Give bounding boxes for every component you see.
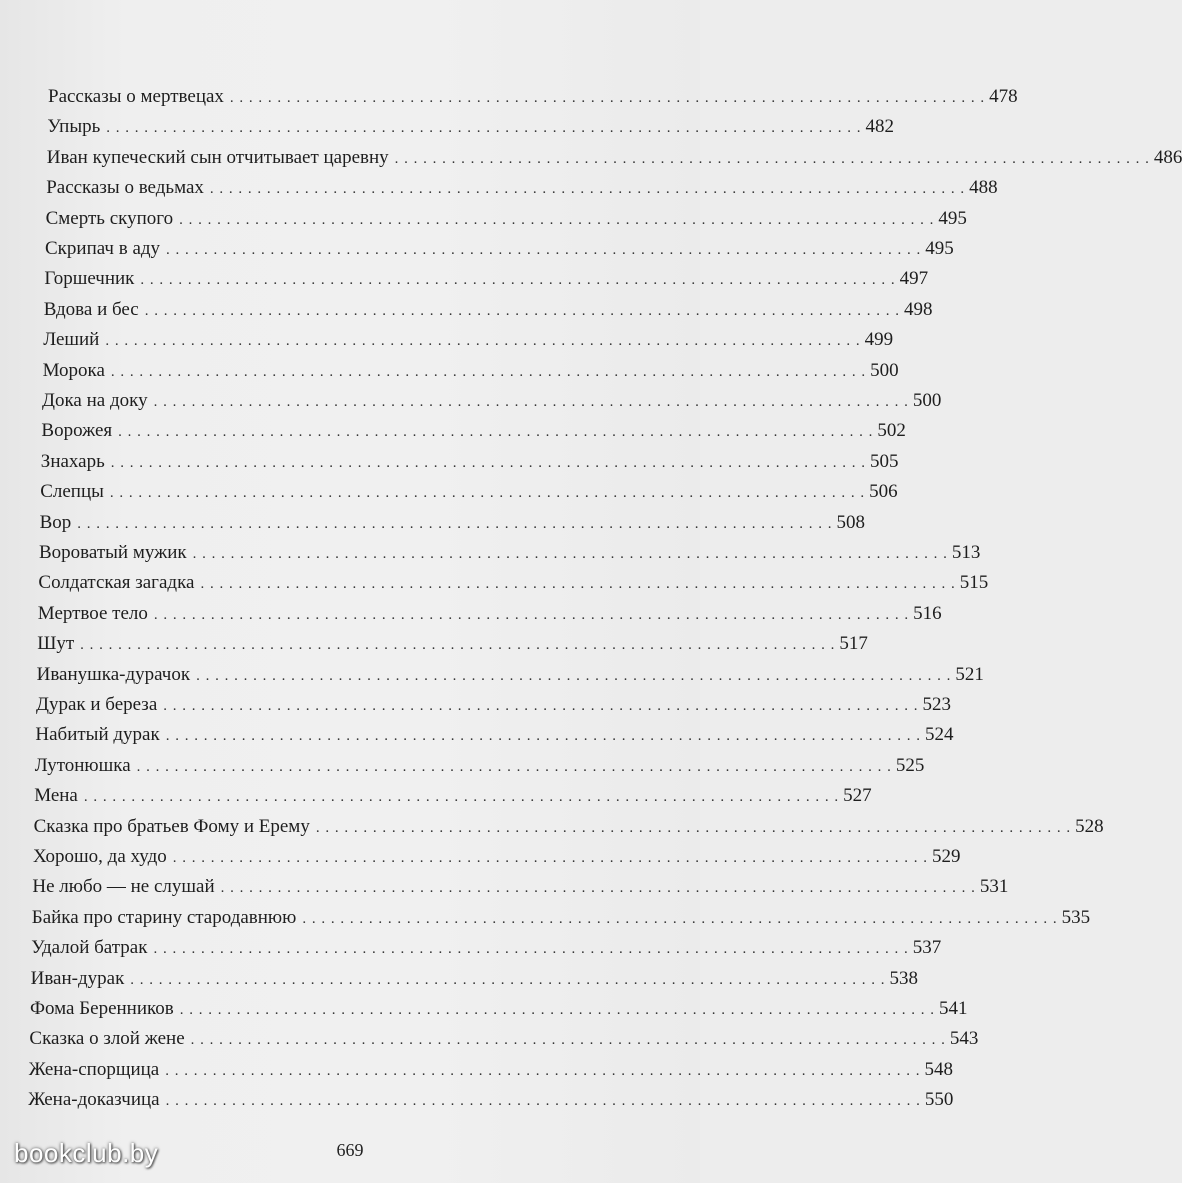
toc-entry-title: Горшечник: [44, 268, 135, 290]
toc-leader-dots: . . . . . . . . . . . . . . . . . . . . . . . . . . . . . . . . . . . . . . . . . . . . . . . . . . . . . . . . . . . . . . . . . . . . . . . . . . . . . . . .: [153, 941, 909, 958]
toc-leader-dots: . . . . . . . . . . . . . . . . . . . . . . . . . . . . . . . . . . . . . . . . . . . . . . . . . . . . . . . . . . . . . . . . . . . . . . . . . . . . . . . .: [144, 302, 900, 319]
toc-entry-page: 521: [955, 663, 984, 685]
toc-leader-dots: . . . . . . . . . . . . . . . . . . . . . . . . . . . . . . . . . . . . . . . . . . . . . . . . . . . . . . . . . . . . . . . . . . . . . . . . . . . . . . . .: [83, 789, 840, 806]
toc-entry: [34, 781, 872, 811]
toc-leader-dots: . . . . . . . . . . . . . . . . . . . . . . . . . . . . . . . . . . . . . . . . . . . . . . . . . . . . . . . . . . . . . . . . . . . . . . . . . . . . . . . .: [315, 819, 1072, 836]
toc-entry: [37, 599, 942, 629]
toc-entry-page: 513: [951, 542, 981, 563]
toc-entry: [32, 872, 1009, 902]
toc-entry-page: 543: [949, 1028, 979, 1050]
toc-entry-page: 515: [959, 572, 989, 594]
toc-entry-page: 541: [939, 998, 968, 1019]
toc-entry-page: 528: [1075, 815, 1104, 837]
toc-entry-title: Не любо — не слушай: [32, 876, 215, 898]
toc-entry-title: Сказка о злой жене: [29, 1028, 185, 1050]
toc-entry-title: Рассказы о мертвецах: [48, 86, 224, 107]
toc-entry: [33, 842, 961, 872]
toc-entry: [36, 660, 984, 690]
toc-entry: [45, 234, 954, 264]
toc-entry: [40, 447, 899, 477]
toc-entry-page: 498: [904, 298, 933, 320]
toc-entry-title: Лутонюшка: [34, 754, 131, 776]
toc-entry-page: 535: [1061, 906, 1091, 928]
toc-leader-dots: . . . . . . . . . . . . . . . . . . . . . . . . . . . . . . . . . . . . . . . . . . . . . . . . . . . . . . . . . . . . . . . . . . . . . . . . . . . . . . . .: [209, 181, 966, 198]
toc-entry-page: 523: [922, 694, 951, 715]
toc-entry-title: Иванушка-дурачок: [36, 663, 191, 685]
toc-leader-dots: . . . . . . . . . . . . . . . . . . . . . . . . . . . . . . . . . . . . . . . . . . . . . . . . . . . . . . . . . . . . . . . . . . . . . . . . . . . . . . . .: [200, 576, 956, 593]
toc-entry-page: 499: [864, 329, 894, 351]
toc-entry-title: Дурак и береза: [36, 694, 158, 715]
toc-entry-title: Шут: [37, 633, 75, 655]
toc-leader-dots: . . . . . . . . . . . . . . . . . . . . . . . . . . . . . . . . . . . . . . . . . . . . . . . . . . . . . . . . . . . . . . . . . . . . . . . . . . . . . . . .: [220, 880, 976, 897]
toc-entry-page: 495: [925, 238, 954, 259]
toc-entry: [40, 477, 898, 507]
toc-leader-dots: . . . . . . . . . . . . . . . . . . . . . . . . . . . . . . . . . . . . . . . . . . . . . . . . . . . . . . . . . . . . . . . . . . . . . . . . . . . . . . . .: [136, 758, 892, 775]
toc-entry-page: 506: [869, 481, 898, 503]
toc-leader-dots: . . . . . . . . . . . . . . . . . . . . . . . . . . . . . . . . . . . . . . . . . . . . . . . . . . . . . . . . . . . . . . . . . . . . . . . . . . . . . . . .: [110, 363, 867, 380]
toc-entry-title: Леший: [43, 329, 100, 351]
toc-entry-title: Знахарь: [40, 450, 105, 472]
toc-leader-dots: . . . . . . . . . . . . . . . . . . . . . . . . . . . . . . . . . . . . . . . . . . . . . . . . . . . . . . . . . . . . . . . . . . . . . . . . . . . . . . . .: [302, 910, 1058, 927]
toc-leader-dots: . . . . . . . . . . . . . . . . . . . . . . . . . . . . . . . . . . . . . . . . . . . . . . . . . . . . . . . . . . . . . . . . . . . . . . . . . . . . . . . .: [153, 394, 909, 410]
toc-leader-dots: . . . . . . . . . . . . . . . . . . . . . . . . . . . . . . . . . . . . . . . . . . . . . . . . . . . . . . . . . . . . . . . . . . . . . . . . . . . . . . . .: [190, 1032, 946, 1049]
toc-entry-title: Вороватый мужик: [39, 542, 187, 563]
watermark: bookclub.by: [14, 1138, 159, 1168]
toc-entry-title: Вор: [39, 511, 72, 533]
toc-leader-dots: . . . . . . . . . . . . . . . . . . . . . . . . . . . . . . . . . . . . . . . . . . . . . . . . . . . . . . . . . . . . . . . . . . . . . . . . . . . . . . . .: [192, 546, 948, 562]
toc-leader-dots: . . . . . . . . . . . . . . . . . . . . . . . . . . . . . . . . . . . . . . . . . . . . . . . . . . . . . . . . . . . . . . . . . . . . . . . . . . . . . . . .: [118, 424, 874, 441]
toc-entry: [30, 994, 968, 1024]
toc-entry: [43, 325, 894, 355]
toc-entry-page: 486: [1153, 146, 1182, 168]
toc-entry: [45, 204, 967, 234]
toc-entry-page: 529: [932, 846, 961, 867]
toc-entry-page: 500: [870, 359, 899, 381]
toc-leader-dots: . . . . . . . . . . . . . . . . . . . . . . . . . . . . . . . . . . . . . . . . . . . . . . . . . . . . . . . . . . . . . . . . . . . . . . . . . . . . . . . .: [80, 637, 836, 654]
toc-leader-dots: . . . . . . . . . . . . . . . . . . . . . . . . . . . . . . . . . . . . . . . . . . . . . . . . . . . . . . . . . . . . . . . . . . . . . . . . . . . . . . . .: [130, 971, 886, 988]
toc-entry-title: Дока на доку: [42, 390, 148, 411]
toc-entry: [39, 508, 866, 538]
toc-entry-page: 531: [979, 876, 1009, 898]
toc-entry-title: Байка про старину стародавнюю: [31, 906, 297, 928]
toc-entry-title: Упырь: [47, 116, 101, 138]
toc-entry: [44, 264, 929, 294]
toc-entry-title: Иван купеческий сын отчитывает царевну: [46, 146, 389, 168]
toc-entry: [38, 568, 989, 598]
toc-entry-page: 488: [969, 177, 998, 199]
toc-entry-page: 517: [839, 633, 868, 655]
toc-entry-title: Смерть скупого: [45, 207, 174, 229]
toc-entry: [46, 143, 1182, 173]
toc-entry-title: Слепцы: [40, 481, 104, 503]
toc-entry-title: Мена: [34, 785, 78, 807]
toc-entry-title: Солдатская загадка: [38, 572, 195, 594]
toc-entry: [31, 903, 1091, 933]
toc-entry: [35, 720, 954, 750]
toc-entry-title: Мертвое тело: [37, 602, 148, 624]
toc-entry-page: 538: [889, 967, 919, 989]
toc-entry-page: 502: [877, 420, 906, 442]
toc-leader-dots: . . . . . . . . . . . . . . . . . . . . . . . . . . . . . . . . . . . . . . . . . . . . . . . . . . . . . . . . . . . . . . . . . . . . . . . . . . . . . . . .: [105, 333, 861, 350]
toc-entry: [39, 538, 981, 568]
toc-leader-dots: . . . . . . . . . . . . . . . . . . . . . . . . . . . . . . . . . . . . . . . . . . . . . . . . . . . . . . . . . . . . . . . . . . . . . . . . . . . . . . . .: [163, 698, 919, 714]
toc-entry-page: 548: [924, 1058, 953, 1080]
toc-entry: [43, 295, 933, 325]
page-number: 669: [336, 1140, 364, 1160]
toc-entry-page: 478: [989, 86, 1018, 107]
toc-entry-title: Фома Беренников: [30, 998, 174, 1019]
toc-leader-dots: . . . . . . . . . . . . . . . . . . . . . . . . . . . . . . . . . . . . . . . . . . . . . . . . . . . . . . . . . . . . . . . . . . . . . . . . . . . . . . . .: [77, 515, 833, 532]
toc-entry-title: Сказка про братьев Фому и Ерему: [33, 815, 310, 837]
toc-leader-dots: . . . . . . . . . . . . . . . . . . . . . . . . . . . . . . . . . . . . . . . . . . . . . . . . . . . . . . . . . . . . . . . . . . . . . . . . . . . . . . . .: [153, 606, 910, 623]
toc-entry-title: Ворожея: [41, 420, 113, 442]
toc-entry-page: 527: [843, 785, 872, 807]
toc-entry: [47, 112, 895, 142]
toc-entry: [37, 629, 868, 659]
toc-entry: [46, 173, 998, 203]
toc-leader-dots: . . . . . . . . . . . . . . . . . . . . . . . . . . . . . . . . . . . . . . . . . . . . . . . . . . . . . . . . . . . . . . . . . . . . . . . . . . . . . . . .: [110, 454, 867, 471]
toc-entry-title: Хорошо, да худо: [33, 846, 167, 867]
toc-entry-title: Вдова и бес: [43, 298, 139, 320]
toc-entry: [41, 416, 906, 446]
toc-entry-page: 482: [865, 116, 895, 138]
toc-entry-title: Рассказы о ведьмах: [46, 177, 204, 199]
toc-leader-dots: . . . . . . . . . . . . . . . . . . . . . . . . . . . . . . . . . . . . . . . . . . . . . . . . . . . . . . . . . . . . . . . . . . . . . . . . . . . . . . . .: [165, 1093, 921, 1110]
toc-entry-page: 516: [913, 602, 942, 624]
toc-entry: [42, 386, 942, 416]
toc-entry-page: 550: [924, 1089, 954, 1111]
toc-leader-dots: . . . . . . . . . . . . . . . . . . . . . . . . . . . . . . . . . . . . . . . . . . . . . . . . . . . . . . . . . . . . . . . . . . . . . . . . . . . . . . . .: [196, 667, 952, 684]
toc-leader-dots: . . . . . . . . . . . . . . . . . . . . . . . . . . . . . . . . . . . . . . . . . . . . . . . . . . . . . . . . . . . . . . . . . . . . . . . . . . . . . . . .: [165, 1062, 921, 1079]
toc-leader-dots: . . . . . . . . . . . . . . . . . . . . . . . . . . . . . . . . . . . . . . . . . . . . . . . . . . . . . . . . . . . . . . . . . . . . . . . . . . . . . . . .: [172, 850, 929, 866]
toc-entry: [36, 690, 951, 720]
toc-leader-dots: . . . . . . . . . . . . . . . . . . . . . . . . . . . . . . . . . . . . . . . . . . . . . . . . . . . . . . . . . . . . . . . . . . . . . . . . . . . . . . . .: [179, 1002, 935, 1018]
toc-entry-title: Морока: [42, 359, 105, 381]
toc-leader-dots: . . . . . . . . . . . . . . . . . . . . . . . . . . . . . . . . . . . . . . . . . . . . . . . . . . . . . . . . . . . . . . . . . . . . . . . . . . . . . . . .: [165, 728, 921, 745]
toc-entry: [31, 933, 942, 963]
toc-entry-page: 537: [912, 937, 942, 959]
toc-entry-page: 495: [938, 207, 967, 229]
toc-entry-page: 505: [870, 450, 899, 472]
toc-leader-dots: . . . . . . . . . . . . . . . . . . . . . . . . . . . . . . . . . . . . . . . . . . . . . . . . . . . . . . . . . . . . . . . . . . . . . . . . . . . . . . . .: [140, 272, 896, 289]
toc-entry: [42, 356, 899, 386]
toc-entry-title: Удалой батрак: [31, 937, 148, 959]
toc-entry-title: Иван-дурак: [30, 967, 125, 989]
toc-entry: [30, 964, 919, 994]
toc-entry: [28, 1085, 954, 1115]
toc-entry-title: Жена-спорщица: [28, 1058, 160, 1080]
toc-entry-page: 508: [836, 511, 866, 533]
toc-entry: [28, 1055, 953, 1085]
toc-entry: [48, 82, 1018, 112]
toc-entry-title: Набитый дурак: [35, 724, 160, 746]
toc-entry-page: 497: [899, 268, 929, 290]
toc-entry: [34, 751, 925, 781]
toc-leader-dots: . . . . . . . . . . . . . . . . . . . . . . . . . . . . . . . . . . . . . . . . . . . . . . . . . . . . . . . . . . . . . . . . . . . . . . . . . . . . . . . .: [179, 211, 935, 228]
toc-leader-dots: . . . . . . . . . . . . . . . . . . . . . . . . . . . . . . . . . . . . . . . . . . . . . . . . . . . . . . . . . . . . . . . . . . . . . . . . . . . . . . . .: [109, 485, 866, 502]
toc-leader-dots: . . . . . . . . . . . . . . . . . . . . . . . . . . . . . . . . . . . . . . . . . . . . . . . . . . . . . . . . . . . . . . . . . . . . . . . . . . . . . . . .: [106, 120, 862, 137]
toc-leader-dots: . . . . . . . . . . . . . . . . . . . . . . . . . . . . . . . . . . . . . . . . . . . . . . . . . . . . . . . . . . . . . . . . . . . . . . . . . . . . . . . .: [229, 90, 986, 106]
toc-entry-title: Жена-доказчица: [28, 1089, 160, 1111]
toc-entry-page: 524: [924, 724, 954, 746]
toc-entry: [33, 812, 1104, 842]
toc-entry: [29, 1024, 979, 1054]
toc-entry-page: 525: [895, 754, 925, 776]
toc-entry-title: Скрипач в аду: [45, 238, 161, 259]
toc-leader-dots: . . . . . . . . . . . . . . . . . . . . . . . . . . . . . . . . . . . . . . . . . . . . . . . . . . . . . . . . . . . . . . . . . . . . . . . . . . . . . . . .: [394, 150, 1150, 167]
toc-leader-dots: . . . . . . . . . . . . . . . . . . . . . . . . . . . . . . . . . . . . . . . . . . . . . . . . . . . . . . . . . . . . . . . . . . . . . . . . . . . . . . . .: [166, 242, 922, 258]
toc-entry-page: 500: [912, 390, 942, 411]
